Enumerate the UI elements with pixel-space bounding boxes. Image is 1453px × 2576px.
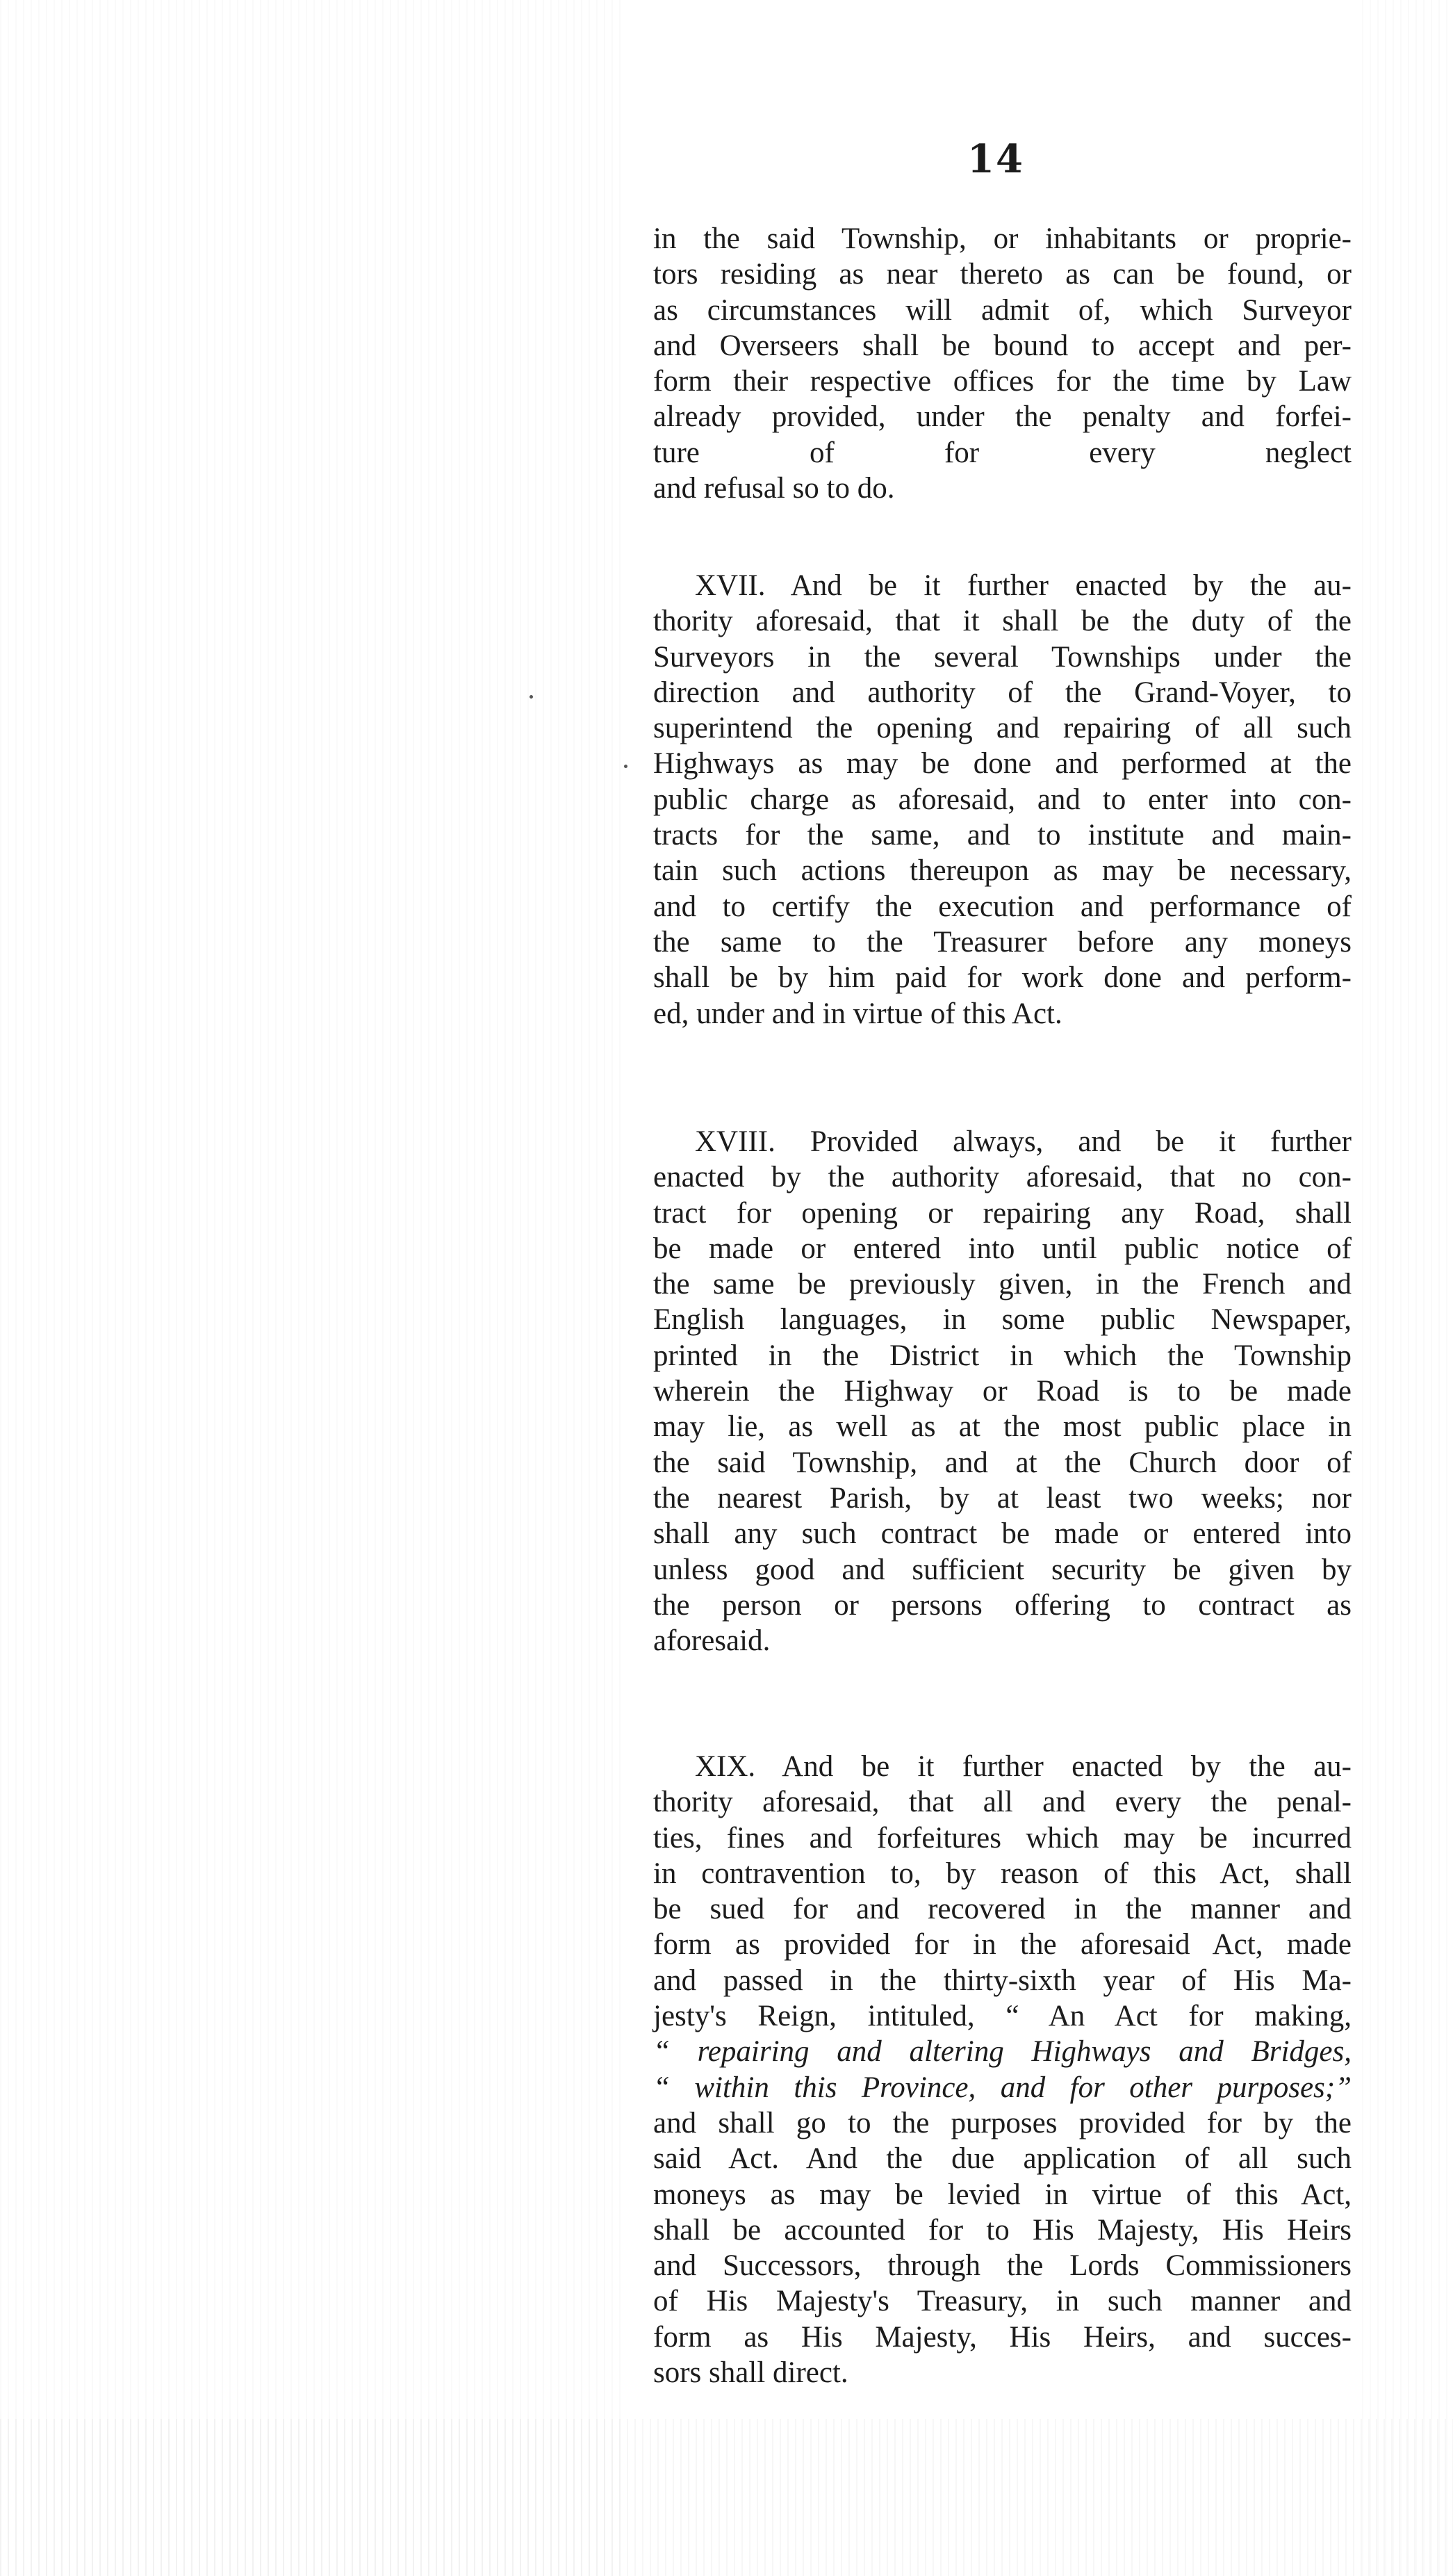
text-line: XIX. And be it further enacted by the au- [695, 1750, 1352, 1783]
paragraph-continuation [653, 221, 1352, 506]
text-line: ture of for every neglect [653, 436, 1352, 469]
paper-bleed-through-left [0, 0, 625, 2576]
text-line: of His Majesty's Treasury, in such manner and [653, 2285, 1352, 2318]
text-line: said Act. And the due application of all such [653, 2142, 1352, 2176]
text-line: thority aforesaid, that all and every the penal- [653, 1786, 1352, 1819]
text-line: the said Township, and at the Church door of [653, 1446, 1352, 1479]
text-line: be sued for and recovered in the manner and [653, 1893, 1352, 1926]
text-line: Surveyors in the several Townships under the [653, 640, 1352, 674]
paragraph-section-xvii [653, 568, 1352, 1032]
text-line: shall be accounted for to His Majesty, His Heirs [653, 2213, 1352, 2247]
text-line: form as provided for in the aforesaid Act, made [653, 1928, 1352, 1962]
text-line: and refusal so to do. [653, 472, 895, 505]
text-line: as circumstances will admit of, which Surveyor [653, 293, 1352, 327]
text-line: and passed in the thirty-sixth year of His Ma- [653, 1964, 1352, 1997]
text-line: aforesaid. [653, 1624, 771, 1658]
text-line: tain such actions thereupon as may be necessary, [653, 854, 1352, 888]
text-line: already provided, under the penalty and forfei- [653, 400, 1352, 434]
paragraph-section-xix [653, 1749, 1352, 2390]
text-line: in the said Township, or inhabitants or proprie- [653, 222, 1352, 255]
text-line: sors shall direct. [653, 2356, 848, 2390]
text-line: English languages, in some public Newspaper, [653, 1303, 1352, 1337]
text-line: XVIII. Provided always, and be it further [695, 1125, 1352, 1158]
text-line: tracts for the same, and to institute and main- [653, 819, 1352, 852]
text-line: may lie, as well as at the most public place in [653, 1410, 1352, 1444]
text-line: and shall go to the purposes provided for by the [653, 2106, 1352, 2139]
paragraph-section-xviii [653, 1124, 1352, 1658]
text-line: in contravention to, by reason of this Act, shall [653, 1857, 1352, 1890]
paper-bleed-through-right [1362, 0, 1453, 2576]
text-line: unless good and sufficient security be given by [653, 1553, 1352, 1586]
text-line: and to certify the execution and performance of [653, 890, 1352, 923]
text-line: form as His Majesty, His Heirs, and succes- [653, 2320, 1352, 2354]
paper-bleed-through-bottom [0, 2419, 1453, 2576]
text-line: “ repairing and altering Highways and Bridges, [653, 2035, 1352, 2069]
ink-speck [530, 695, 533, 699]
text-line: the same to the Treasurer before any moneys [653, 925, 1352, 959]
text-line: superintend the opening and repairing of all such [653, 712, 1352, 745]
text-line: shall be by him paid for work done and perform- [653, 961, 1352, 995]
text-line: printed in the District in which the Township [653, 1339, 1352, 1372]
text-line: tors residing as near thereto as can be found, or [653, 258, 1352, 291]
text-line: wherein the Highway or Road is to be made [653, 1375, 1352, 1408]
text-line: enacted by the authority aforesaid, that no con- [653, 1161, 1352, 1194]
text-line: shall any such contract be made or entered into [653, 1517, 1352, 1551]
text-line: public charge as aforesaid, and to enter into con- [653, 783, 1352, 816]
text-line: ed, under and in virtue of this Act. [653, 997, 1062, 1030]
ink-speck [624, 765, 627, 768]
text-line: and Overseers shall be bound to accept and per- [653, 329, 1352, 362]
text-line: form their respective offices for the time by Law [653, 365, 1352, 398]
text-line: the nearest Parish, by at least two weeks; nor [653, 1481, 1352, 1515]
text-line: the same be previously given, in the French and [653, 1268, 1352, 1301]
text-line: jesty's Reign, intituled, “ An Act for making, [653, 2000, 1352, 2033]
text-line: the person or persons offering to contract as [653, 1588, 1352, 1622]
text-line: thority aforesaid, that it shall be the duty of the [653, 605, 1352, 638]
text-line: be made or entered into until public notice of [653, 1232, 1352, 1265]
text-line: and Successors, through the Lords Commissioners [653, 2249, 1352, 2283]
text-line: direction and authority of the Grand-Voyer, to [653, 676, 1352, 709]
text-line: XVII. And be it further enacted by the au- [695, 569, 1352, 602]
text-line: moneys as may be levied in virtue of this Act, [653, 2178, 1352, 2211]
text-line: “ within this Province, and for other purposes;” [653, 2071, 1352, 2104]
page-number: 14 [967, 136, 1024, 182]
text-line: Highways as may be done and performed at the [653, 747, 1352, 781]
text-line: tract for opening or repairing any Road, shall [653, 1196, 1352, 1230]
text-line: ties, fines and forfeitures which may be incurred [653, 1821, 1352, 1854]
